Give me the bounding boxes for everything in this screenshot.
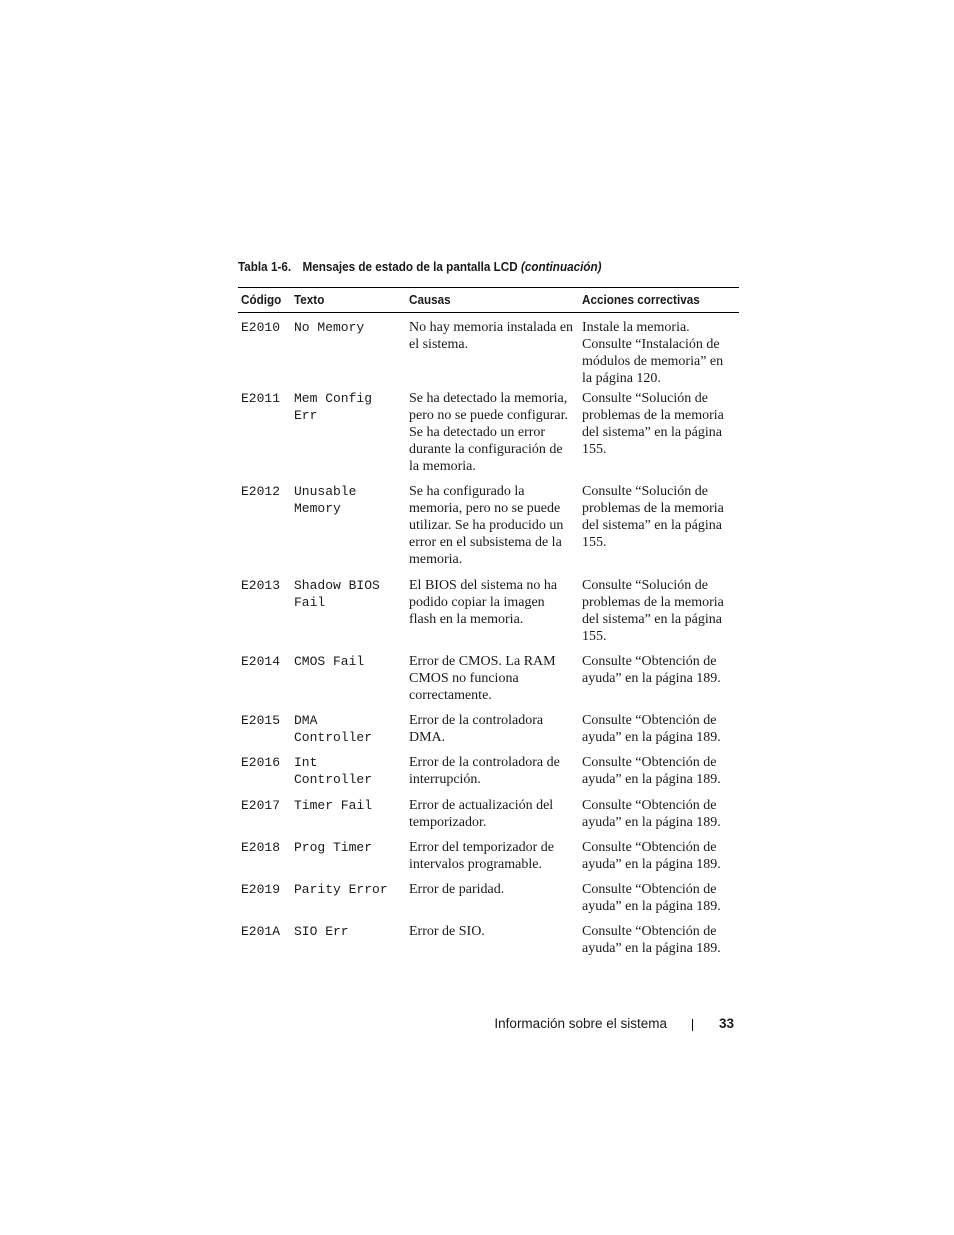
page-number: 33 [719, 1016, 735, 1031]
table-row [238, 923, 739, 965]
caption-label: Tabla 1-6. [238, 259, 292, 274]
cell-text: Shadow BIOS Fail [294, 577, 380, 610]
cell-action: Consulte “Obtención de ayuda” en la página 189. [582, 881, 721, 914]
cell-text: Timer Fail [294, 797, 373, 813]
cell-code: E2015 [241, 712, 281, 728]
cell-action: Consulte “Solución de problemas de la memoria del sistema” en la página 155. [582, 483, 724, 550]
cell-text: SIO Err [294, 923, 349, 939]
cell-text: Prog Timer [294, 839, 373, 855]
table-row [238, 313, 739, 390]
cell-cause: No hay memoria instalada en el sistema. [409, 320, 574, 352]
cell-code: E2013 [241, 577, 281, 593]
column-header-causes: Causas [406, 288, 579, 313]
cell-action: Consulte “Solución de problemas de la memoria del sistema” en la página 155. [582, 390, 724, 457]
table-row [238, 390, 739, 483]
cell-text: DMA Controller [294, 712, 373, 745]
cell-text: Mem Config Err [294, 390, 373, 423]
cell-action: Instale la memoria. Consulte “Instalación de módulos de memoria” en la página 120. [582, 320, 724, 386]
cell-cause: Error de paridad. [409, 881, 505, 897]
table-row [238, 839, 739, 881]
cell-code: E2014 [241, 653, 281, 669]
cell-action: Consulte “Obtención de ayuda” en la página 189. [582, 923, 721, 956]
footer-section-title: Información sobre el sistema [494, 1016, 667, 1031]
cell-cause: Error de actualización del temporizador. [409, 797, 554, 830]
table-row [238, 797, 739, 839]
table-row [238, 754, 739, 797]
cell-code: E2016 [241, 754, 281, 770]
cell-text: Unusable Memory [294, 483, 357, 516]
table-row [238, 881, 739, 923]
cell-text: CMOS Fail [294, 653, 365, 669]
cell-cause: Error de SIO. [409, 923, 485, 939]
cell-action: Consulte “Obtención de ayuda” en la página 189. [582, 797, 721, 830]
cell-code: E201A [241, 923, 281, 939]
cell-cause: El BIOS del sistema no ha podido copiar la imagen flash en la memoria. [409, 577, 558, 627]
table-row [238, 712, 739, 754]
table-header-row [238, 288, 739, 313]
cell-cause: Error de la controladora de interrupción. [409, 754, 560, 787]
cell-text: Parity Error [294, 881, 388, 897]
cell-cause: Error de la controladora DMA. [409, 712, 544, 745]
table-row [238, 653, 739, 712]
column-header-actions: Acciones correctivas [579, 288, 739, 313]
cell-text: Int Controller [294, 754, 373, 787]
cell-cause: Error de CMOS. La RAM CMOS no funciona correctamente. [409, 653, 556, 703]
caption-note: (continuación) [520, 259, 602, 274]
page-footer [0, 1016, 954, 1036]
lcd-status-table [238, 287, 739, 965]
footer-divider [692, 1019, 693, 1031]
cell-action: Consulte “Obtención de ayuda” en la página 189. [582, 754, 721, 787]
column-header-code: Código [238, 288, 291, 313]
cell-code: E2017 [241, 797, 281, 813]
caption-title: Mensajes de estado de la pantalla LCD [302, 259, 518, 274]
cell-cause: Se ha detectado la memoria, pero no se puede configurar. Se ha detectado un error durante la configuración de la memoria. [409, 390, 568, 474]
cell-action: Consulte “Obtención de ayuda” en la página 189. [582, 653, 721, 686]
cell-code: E2012 [241, 483, 281, 499]
cell-cause: Error del temporizador de intervalos programable. [409, 839, 554, 872]
cell-action: Consulte “Obtención de ayuda” en la página 189. [582, 839, 721, 872]
cell-code: E2011 [241, 390, 281, 406]
cell-code: E2019 [241, 881, 281, 897]
column-header-text: Texto [291, 288, 406, 313]
table-caption [238, 259, 602, 274]
cell-cause: Se ha configurado la memoria, pero no se puede utilizar. Se ha producido un error en el subsistema de la memoria. [409, 483, 564, 567]
cell-text: No Memory [294, 320, 365, 335]
cell-action: Consulte “Obtención de ayuda” en la página 189. [582, 712, 721, 745]
table-row [238, 483, 739, 577]
cell-code: E2018 [241, 839, 281, 855]
cell-action: Consulte “Solución de problemas de la memoria del sistema” en la página 155. [582, 577, 724, 644]
table-row [238, 577, 739, 653]
cell-code: E2010 [241, 320, 281, 335]
